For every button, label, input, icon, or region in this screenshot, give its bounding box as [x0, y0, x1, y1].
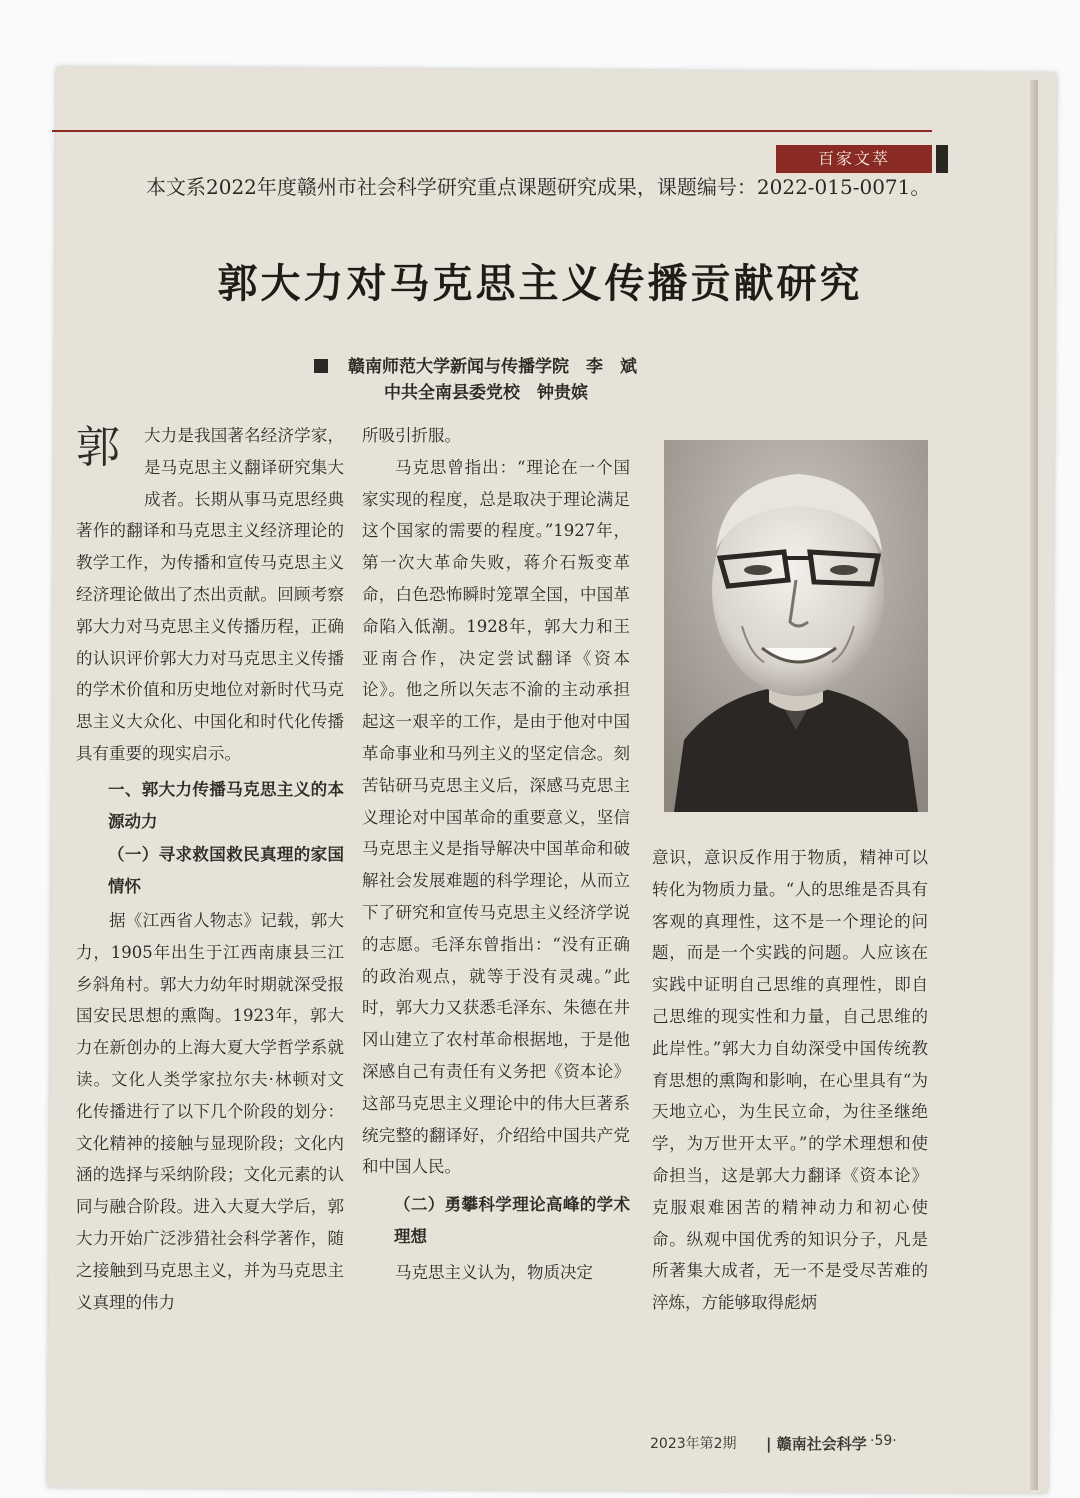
dropcap: 郭: [76, 422, 120, 473]
heading-section-1: 一、郭大力传播马克思主义的本源动力: [108, 779, 344, 831]
page-number: ·59·: [870, 1433, 897, 1449]
issue-label: 2023年第2期: [650, 1436, 737, 1452]
author-bullet-icon: [314, 359, 328, 373]
author-line-1: 赣南师范大学新闻与传播学院 李 斌: [348, 357, 637, 377]
funding-note: 本文系2022年度赣州市社会科学研究重点课题研究成果，课题编号：2022-015-0071。: [146, 175, 931, 199]
column-1: [76, 420, 344, 1318]
paragraph: 意识，意识反作用于物质，精神可以转化为物质力量。“人的思维是否具有客观的真理性，这不是一个理论的问题，而是一个实践的问题。人应该在实践中证明自己思维的真理性，即自己思维的现实性和力量，自己思维的此岸性。”郭大力自幼深受中国传统教育思想的熏陶和影响，在心里具有“为天地立心，为生民立命，为往圣继绝学，为万世开太平。”的学术理想和使命担当，这是郭大力翻译《资本论》克服艰难困苦的精神动力和初心使命。纵观中国优秀的知识分子，凡是所著集大成者，无一不是受尽苦难的淬炼，方能够取得彪炳: [652, 848, 928, 1313]
journal-name: | 赣南社会科学: [766, 1435, 867, 1453]
header-rule: [52, 130, 932, 132]
column-2: [362, 420, 630, 1289]
section-tag: 百家文萃: [776, 145, 932, 173]
author-line-2: 中共全南县委党校 钟贵嫔: [384, 383, 588, 403]
page-edge: [1030, 80, 1038, 1490]
author-affiliation-1: [314, 354, 734, 380]
article-title: 郭大力对马克思主义传播贡献研究: [217, 261, 863, 307]
paragraph: 马克思主义认为，物质决定: [395, 1262, 593, 1282]
journal-name-text: 赣南社会科学: [776, 1435, 867, 1453]
section-tag-block: [936, 145, 948, 173]
portrait-image: [664, 440, 928, 812]
heading-subsection-2: （二）勇攀科学理论高峰的学术理想: [394, 1195, 630, 1246]
paragraph: 马克思曾指出：“理论在一个国家实现的程度，总是取决于理论满足这个国家的需要的程度。”1927年，第一次大革命失败，蒋介石叛变革命，白色恐怖瞬时笼罩全国，中国革命陷入低潮。1928年，郭大力和王亚南合作，决定尝试翻译《资本论》。他之所以矢志不渝的主动承担起这一艰辛的工作，是由于他对中国革命事业和马列主义的坚定信念。刻苦钻研马克思主义后，深感马克思主义理论对中国革命的重要意义，坚信马克思主义是指导解决中国革命和破解社会发展难题的科学理论，从而立下了研究和宣传马克思主义经济学说的志愿。毛泽东曾指出：“没有正确的政治观点，就等于没有灵魂。”此时，郭大力又获悉毛泽东、朱德在井冈山建立了农村革命根据地，于是他深感自己有责任有义务把《资本论》这部马克思主义理论中的伟大巨著系统完整的翻译好，介绍给中国共产党和中国人民。: [362, 457, 630, 1177]
column-3: [652, 842, 928, 1319]
paragraph-continuation: 所吸引折服。: [362, 426, 461, 445]
intro-text: 大力是我国著名经济学家，是马克思主义翻译研究集大成者。长期从事马克思经典著作的翻译和马克思主义经济理论的教学工作，为传播和宣传马克思主义经济理论做出了杰出贡献。回顾考察郭大力对马克思主义传播历程，正确的认识评价郭大力对马克思主义传播的学术价值和历史地位对新时代马克思主义大众化、中国化和时代化传播具有重要的现实启示。: [76, 426, 344, 763]
portrait-photo: [664, 440, 928, 812]
paragraph: 据《江西省人物志》记载，郭大力，1905年出生于江西南康县三江乡斜角村。郭大力幼年时期就深受报国安民思想的熏陶。1923年，郭大力在新创办的上海大夏大学哲学系就读。文化人类学家拉尔夫·林顿对文化传播进行了以下几个阶段的划分：文化精神的接触与显现阶段；文化内涵的选择与采纳阶段；文化元素的认同与融合阶段。进入大夏大学后，郭大力开始广泛涉猎社会科学著作，随之接触到马克思主义，并为马克思主义真理的伟力: [76, 910, 344, 1312]
heading-subsection-1: （一）寻求救国救民真理的家国情怀: [108, 845, 344, 897]
intro-paragraph: [76, 420, 344, 770]
